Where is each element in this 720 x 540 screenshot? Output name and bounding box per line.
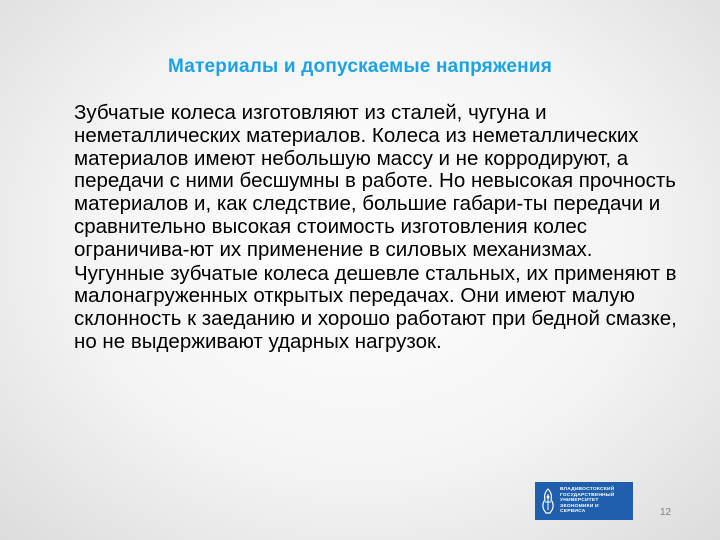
logo-line: СЕРВИСА — [560, 509, 586, 515]
logo-line: ГОСУДАРСТВЕННЫЙ — [560, 492, 615, 498]
logo-line: УНИВЕРСИТЕТ — [560, 498, 599, 504]
logo-text — [560, 487, 615, 515]
university-logo — [535, 482, 633, 520]
university-emblem-icon — [539, 486, 557, 516]
slide-title: Материалы и допускаемые напряжения — [168, 56, 552, 77]
paragraph-cast-iron: Чугунные зубчатые колеса дешевле стальных, их применяют в малонагруженных открытых передачах. Они имеют малую склонность к заеданию и хорошо работают при бедной смазке, но не выдерживают ударных нагрузок. — [74, 261, 677, 353]
paragraph-materials: Зубчатые колеса изготовляют из сталей, чугуна и неметаллических материалов. Колеса из неметаллических материалов имеют небольшую массу и не корродируют, а передачи с ними бесшумны в работе. Но невысокая прочность материалов и, как следствие, большие габари-ты передачи и сравнительно высокая стоимость изготовления колес ограничива-ют их применение в силовых механизмах. — [74, 101, 676, 261]
logo-line: ВЛАДИВОСТОКСКИЙ — [560, 487, 615, 493]
logo-line: ЭКОНОМИКИ И — [560, 503, 599, 509]
page-number: 12 — [660, 507, 672, 518]
slide-body — [74, 102, 686, 354]
